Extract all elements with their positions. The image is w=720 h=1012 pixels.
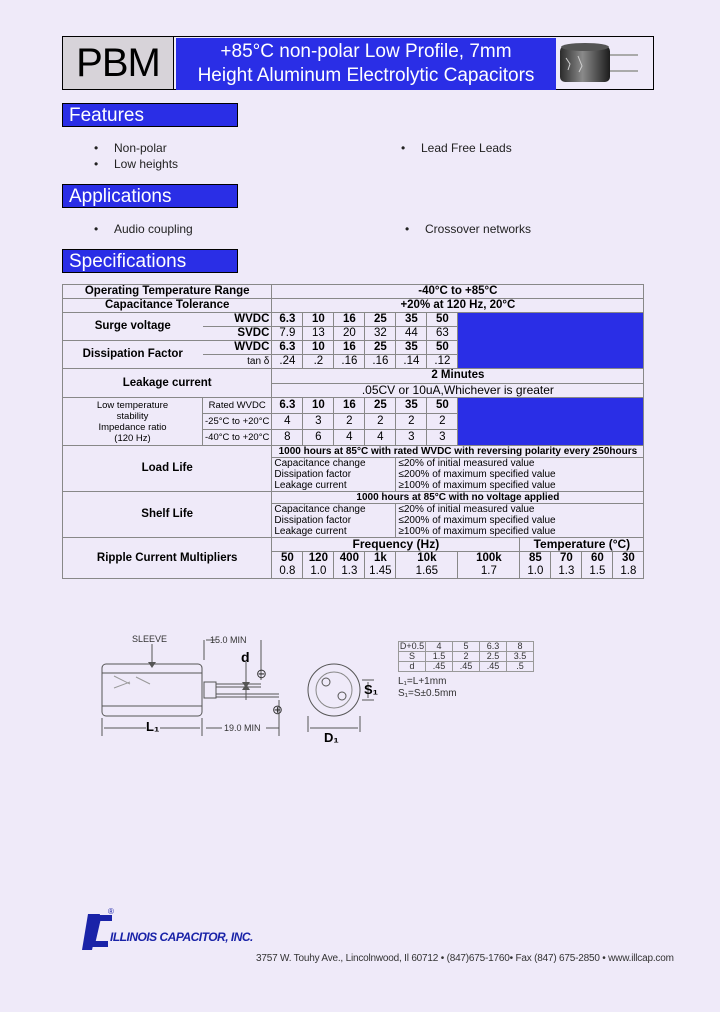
cell: 7.9 bbox=[272, 327, 303, 341]
d1-label: D₁ bbox=[324, 730, 339, 745]
d-label: d bbox=[241, 649, 250, 665]
cell: 2 bbox=[427, 414, 458, 430]
cell: 6.3 bbox=[272, 398, 303, 414]
cell: 6.3 bbox=[480, 642, 507, 652]
table-row bbox=[63, 492, 644, 504]
cell: D+0.5 bbox=[399, 641, 425, 651]
bottom-dimension: 19.0 MIN bbox=[224, 723, 261, 733]
sleeve-label: SLEEVE bbox=[132, 634, 168, 644]
cell: .45 bbox=[480, 662, 507, 672]
cell: .14 bbox=[396, 355, 427, 369]
cell: 8 bbox=[507, 642, 534, 652]
cell: 1.5 bbox=[426, 652, 453, 662]
cell: .24 bbox=[272, 355, 303, 369]
page-title bbox=[176, 38, 556, 90]
table-row bbox=[63, 299, 644, 313]
cell: 4 bbox=[334, 430, 365, 446]
cell: 25 bbox=[365, 398, 396, 414]
cap-tolerance-label: Capacitance Tolerance bbox=[63, 299, 272, 313]
cell: 16 bbox=[334, 341, 365, 355]
cell: 100k bbox=[458, 552, 520, 566]
dimension-table bbox=[398, 641, 534, 672]
cell: 1.8 bbox=[613, 565, 644, 579]
cell: 1.3 bbox=[551, 565, 582, 579]
l1-note: L₁=L+1mm bbox=[398, 676, 447, 687]
cell: 50 bbox=[272, 552, 303, 566]
cell: 6.3 bbox=[272, 341, 303, 355]
cell: 400 bbox=[334, 552, 365, 566]
company-name: ILLINOIS CAPACITOR, INC. bbox=[110, 930, 253, 944]
cell: 35 bbox=[396, 313, 427, 327]
surge-wvdc-label: WVDC bbox=[203, 313, 272, 327]
cell: .5 bbox=[507, 662, 534, 672]
ripple-label: Ripple Current Multipliers bbox=[63, 538, 272, 579]
load-diss-label: Dissipation factor bbox=[272, 469, 396, 480]
shelf-diss-value: ≤200% of maximum specified value bbox=[396, 515, 644, 526]
top-dimension: 15.0 MIN bbox=[210, 635, 247, 645]
surge-voltage-label: Surge voltage bbox=[63, 313, 203, 341]
table-row bbox=[399, 662, 534, 672]
low-temp-label-3: Impedance ratio bbox=[98, 421, 167, 433]
company-address: 3757 W. Touhy Ave., Lincolnwood, Il 60712 • (847)675-1760• Fax (847) 675-2850 • www.illcap.com bbox=[256, 953, 674, 964]
s1-label: S₁ bbox=[364, 682, 379, 697]
cell: 60 bbox=[582, 552, 613, 566]
blank-block bbox=[458, 313, 644, 369]
specifications-heading: Specifications bbox=[62, 249, 238, 273]
dissipation-wvdc-label: WVDC bbox=[203, 341, 272, 355]
low-temp-row1-label: -25°C to +20°C bbox=[203, 414, 272, 430]
table-row bbox=[63, 538, 644, 552]
cell: 6 bbox=[303, 430, 334, 446]
cell: 50 bbox=[427, 341, 458, 355]
cell: 50 bbox=[427, 313, 458, 327]
cell: 32 bbox=[365, 327, 396, 341]
cell: 8 bbox=[272, 430, 303, 446]
cell: 25 bbox=[365, 341, 396, 355]
shelf-cap-change-value: ≤20% of initial measured value bbox=[396, 504, 644, 516]
cell: 5 bbox=[453, 642, 480, 652]
s1-note: S₁=S±0.5mm bbox=[398, 688, 457, 699]
series-code: PBM bbox=[63, 37, 174, 89]
feature-item: • Low heights bbox=[114, 157, 178, 171]
temperature-label: Temperature (°C) bbox=[520, 538, 644, 552]
load-diss-value: ≤200% of maximum specified value bbox=[396, 469, 644, 480]
cell: 10 bbox=[303, 341, 334, 355]
cell: .45 bbox=[453, 662, 480, 672]
operating-temp-value: -40°C to +85°C bbox=[272, 285, 644, 299]
cell: 3 bbox=[396, 430, 427, 446]
cell: 35 bbox=[396, 398, 427, 414]
cell: .2 bbox=[303, 355, 334, 369]
load-life-header: 1000 hours at 85°C with rated WVDC with reversing polarity every 250hours bbox=[272, 446, 644, 458]
cell: 6.3 bbox=[272, 313, 303, 327]
table-row bbox=[63, 446, 644, 458]
cell: 85 bbox=[520, 552, 551, 566]
cell: 16 bbox=[334, 313, 365, 327]
cell: 10 bbox=[303, 313, 334, 327]
cell: .16 bbox=[365, 355, 396, 369]
cell: 0.8 bbox=[272, 565, 303, 579]
cell: 1.0 bbox=[520, 565, 551, 579]
load-leak-value: ≥100% of maximum specified value bbox=[396, 480, 644, 492]
low-temp-label-2: stability bbox=[116, 410, 149, 422]
table-row bbox=[63, 398, 644, 414]
low-temp-label-4: (120 Hz) bbox=[114, 432, 151, 444]
cell: S bbox=[399, 652, 426, 662]
dissipation-label: Dissipation Factor bbox=[63, 341, 203, 369]
table-row bbox=[399, 642, 534, 652]
feature-item: • Lead Free Leads bbox=[421, 141, 512, 155]
cell: 25 bbox=[365, 313, 396, 327]
cell: 2.5 bbox=[480, 652, 507, 662]
sleeve-arrow-icon bbox=[148, 662, 156, 668]
low-temp-row2-label: -40°C to +20°C bbox=[203, 430, 272, 446]
shelf-leak-label: Leakage current bbox=[272, 526, 396, 538]
shelf-leak-value: ≥100% of maximum specified value bbox=[396, 526, 644, 538]
shelf-diss-label: Dissipation factor bbox=[272, 515, 396, 526]
svg-text:®: ® bbox=[108, 907, 114, 916]
leakage-time: 2 Minutes bbox=[272, 369, 644, 384]
rated-wvdc-label: Rated WVDC bbox=[203, 398, 272, 414]
cell: 1.5 bbox=[582, 565, 613, 579]
cell: 16 bbox=[334, 398, 365, 414]
load-cap-change-value: ≤20% of initial measured value bbox=[396, 458, 644, 470]
cell: 1.0 bbox=[303, 565, 334, 579]
load-leak-label: Leakage current bbox=[272, 480, 396, 492]
load-cap-change-label: Capacitance change bbox=[272, 458, 396, 470]
cell: .45 bbox=[426, 662, 453, 672]
dimension-drawing bbox=[96, 632, 386, 747]
shelf-life-label: Shelf Life bbox=[63, 492, 272, 538]
cell: .12 bbox=[427, 355, 458, 369]
cell: 2 bbox=[453, 652, 480, 662]
cell: 4 bbox=[365, 430, 396, 446]
features-heading: Features bbox=[62, 103, 238, 127]
blank-block bbox=[458, 398, 644, 446]
minus-icon: ⊖ bbox=[256, 666, 267, 681]
leakage-label: Leakage current bbox=[63, 369, 272, 398]
cell: 4 bbox=[426, 642, 453, 652]
surge-svdc-label: SVDC bbox=[203, 327, 272, 341]
cell: 63 bbox=[427, 327, 458, 341]
cell: 10 bbox=[303, 398, 334, 414]
l1-label: L₁ bbox=[146, 719, 160, 734]
shelf-cap-change-label: Capacitance change bbox=[272, 504, 396, 516]
cell: .16 bbox=[334, 355, 365, 369]
cell: 3.5 bbox=[507, 652, 534, 662]
cell: 10k bbox=[396, 552, 458, 566]
specifications-table bbox=[62, 284, 644, 579]
table-row bbox=[63, 285, 644, 299]
capacitor-body bbox=[102, 664, 202, 716]
cell: 20 bbox=[334, 327, 365, 341]
table-row bbox=[63, 313, 644, 327]
cell: d bbox=[399, 662, 426, 672]
cell: 1.65 bbox=[396, 565, 458, 579]
cell: 1.7 bbox=[458, 565, 520, 579]
low-temp-label-1: Low temperature bbox=[96, 399, 169, 411]
cell: 2 bbox=[334, 414, 365, 430]
capacitor-photo bbox=[558, 40, 650, 86]
cell: 1.45 bbox=[365, 565, 396, 579]
cell: 50 bbox=[427, 398, 458, 414]
cell: 13 bbox=[303, 327, 334, 341]
load-life-label: Load Life bbox=[63, 446, 272, 492]
cell: 120 bbox=[303, 552, 334, 566]
cell: 70 bbox=[551, 552, 582, 566]
cell: 2 bbox=[365, 414, 396, 430]
operating-temp-label: Operating Temperature Range bbox=[63, 285, 272, 299]
cell: 1.3 bbox=[334, 565, 365, 579]
cell: 3 bbox=[303, 414, 334, 430]
application-item: • Audio coupling bbox=[114, 222, 193, 236]
feature-item: • Non-polar bbox=[114, 141, 167, 155]
application-item: • Crossover networks bbox=[425, 222, 531, 236]
cell: 30 bbox=[613, 552, 644, 566]
table-row bbox=[399, 652, 534, 662]
plus-icon: ⊕ bbox=[272, 702, 283, 717]
frequency-label: Frequency (Hz) bbox=[272, 538, 520, 552]
cell: 3 bbox=[427, 430, 458, 446]
cell: 2 bbox=[396, 414, 427, 430]
cell: 1k bbox=[365, 552, 396, 566]
low-temp-label bbox=[63, 398, 203, 446]
applications-heading: Applications bbox=[62, 184, 238, 208]
leakage-value: .05CV or 10uA,Whichever is greater bbox=[272, 383, 644, 398]
company-logo-icon bbox=[82, 904, 116, 954]
cell: 35 bbox=[396, 341, 427, 355]
tan-delta-label: tan δ bbox=[203, 355, 272, 369]
cell: 4 bbox=[272, 414, 303, 430]
title-line-2: Height Aluminum Electrolytic Capacitors bbox=[197, 65, 535, 86]
table-row bbox=[63, 369, 644, 384]
cell: 44 bbox=[396, 327, 427, 341]
cap-tolerance-value: +20% at 120 Hz, 20°C bbox=[272, 299, 644, 313]
title-line-1: +85°C non-polar Low Profile, 7mm bbox=[220, 41, 512, 62]
shelf-life-header: 1000 hours at 85°C with no voltage applied bbox=[272, 492, 644, 504]
